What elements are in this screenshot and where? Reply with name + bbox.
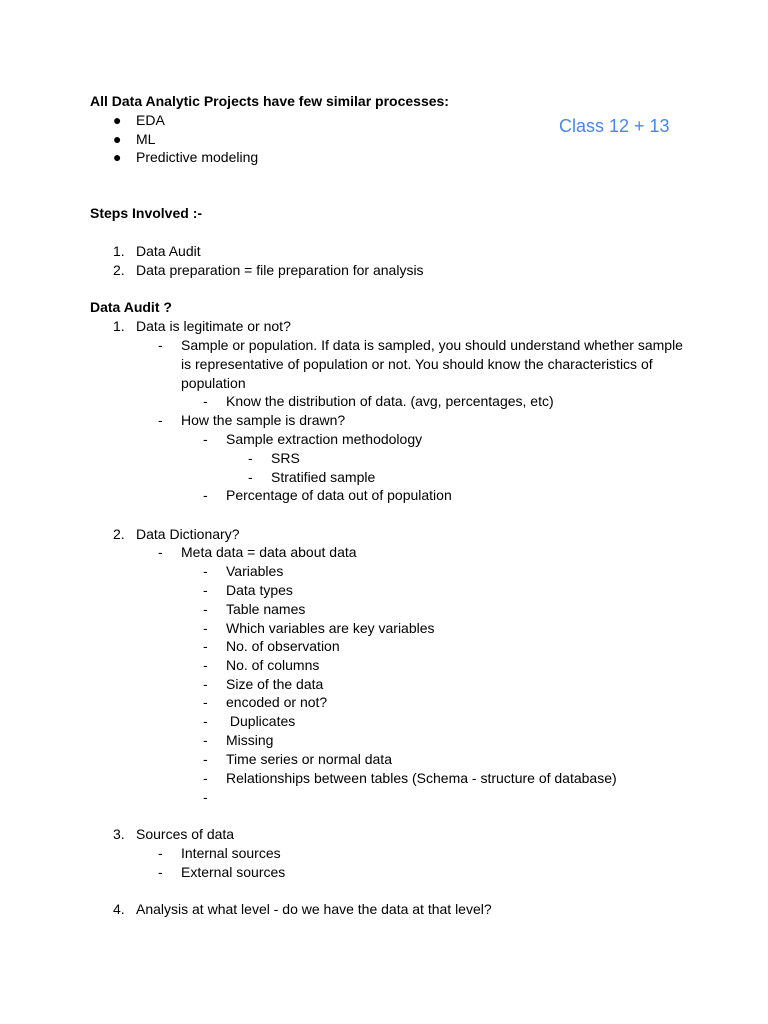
class-tag: Class 12 + 13 — [559, 116, 670, 136]
dash-icon: - — [248, 469, 253, 485]
bullet-icon: ● — [113, 131, 122, 147]
sample-population-text: Sample or population. If data is sampled, you should understand whether sample — [181, 337, 683, 353]
dash-icon: - — [203, 487, 208, 503]
step-number: 2. — [113, 262, 125, 278]
dictionary-entry: No. of columns — [226, 657, 320, 673]
dash-icon: - — [203, 431, 208, 447]
step-item: Data preparation = file preparation for analysis — [136, 262, 424, 278]
steps-heading: Steps Involved :- — [90, 205, 203, 221]
stratified-item: Stratified sample — [271, 469, 376, 485]
dash-icon: - — [203, 582, 208, 598]
audit-item-legitimate: Data is legitimate or not? — [136, 318, 291, 334]
dash-icon: - — [203, 732, 208, 748]
bullet-icon: ● — [113, 149, 122, 165]
sample-population-text: is representative of population or not. You should know the characteristics of — [181, 356, 653, 372]
audit-item-dictionary: Data Dictionary? — [136, 526, 240, 542]
dictionary-entry: Data types — [226, 582, 293, 598]
audit-item-sources: Sources of data — [136, 826, 235, 842]
dash-icon: - — [158, 845, 163, 861]
audit-item-analysis-level: Analysis at what level - do we have the data at that level? — [136, 901, 492, 917]
process-item: EDA — [136, 112, 165, 128]
dictionary-entry: Table names — [226, 601, 306, 617]
dash-icon: - — [203, 694, 208, 710]
dash-icon: - — [203, 620, 208, 636]
dictionary-entry: Time series or normal data — [226, 751, 392, 767]
intro-heading: All Data Analytic Projects have few similar processes: — [90, 93, 449, 109]
dash-icon: - — [203, 638, 208, 654]
audit-heading: Data Audit ? — [90, 299, 172, 315]
dash-icon: - — [203, 789, 208, 805]
dictionary-entry: encoded or not? — [226, 694, 328, 710]
dash-icon: - — [203, 563, 208, 579]
bullet-icon: ● — [113, 112, 122, 128]
dictionary-entry: Size of the data — [226, 676, 324, 692]
dash-icon: - — [203, 713, 208, 729]
how-drawn-item: How the sample is drawn? — [181, 412, 346, 428]
audit-number: 4. — [113, 901, 125, 917]
dash-icon: - — [158, 337, 163, 353]
sample-population-text: population — [181, 375, 246, 391]
dash-icon: - — [158, 412, 163, 428]
dash-icon: - — [203, 601, 208, 617]
step-item: Data Audit — [136, 243, 201, 259]
srs-item: SRS — [271, 450, 300, 466]
audit-number: 3. — [113, 826, 125, 842]
dash-icon: - — [158, 544, 163, 560]
dash-icon: - — [203, 657, 208, 673]
extraction-item: Sample extraction methodology — [226, 431, 423, 447]
percentage-item: Percentage of data out of population — [226, 487, 452, 503]
dash-icon: - — [203, 751, 208, 767]
process-item: ML — [136, 131, 156, 147]
dash-icon: - — [158, 864, 163, 880]
dash-icon: - — [203, 393, 208, 409]
dash-icon: - — [203, 770, 208, 786]
dictionary-entry: Relationships between tables (Schema - structure of database) — [226, 770, 617, 786]
dictionary-entry: No. of observation — [226, 638, 340, 654]
source-entry: Internal sources — [181, 845, 281, 861]
meta-data-item: Meta data = data about data — [181, 544, 357, 560]
distribution-item: Know the distribution of data. (avg, percentages, etc) — [226, 393, 554, 409]
audit-number: 1. — [113, 318, 125, 334]
audit-number: 2. — [113, 526, 125, 542]
process-item: Predictive modeling — [136, 149, 259, 165]
dictionary-entry: Duplicates — [226, 713, 296, 729]
dictionary-entry: Variables — [226, 563, 284, 579]
dictionary-entry: Which variables are key variables — [226, 620, 435, 636]
step-number: 1. — [113, 243, 125, 259]
dash-icon: - — [203, 676, 208, 692]
source-entry: External sources — [181, 864, 286, 880]
dictionary-entry: Missing — [226, 732, 274, 748]
dash-icon: - — [248, 450, 253, 466]
